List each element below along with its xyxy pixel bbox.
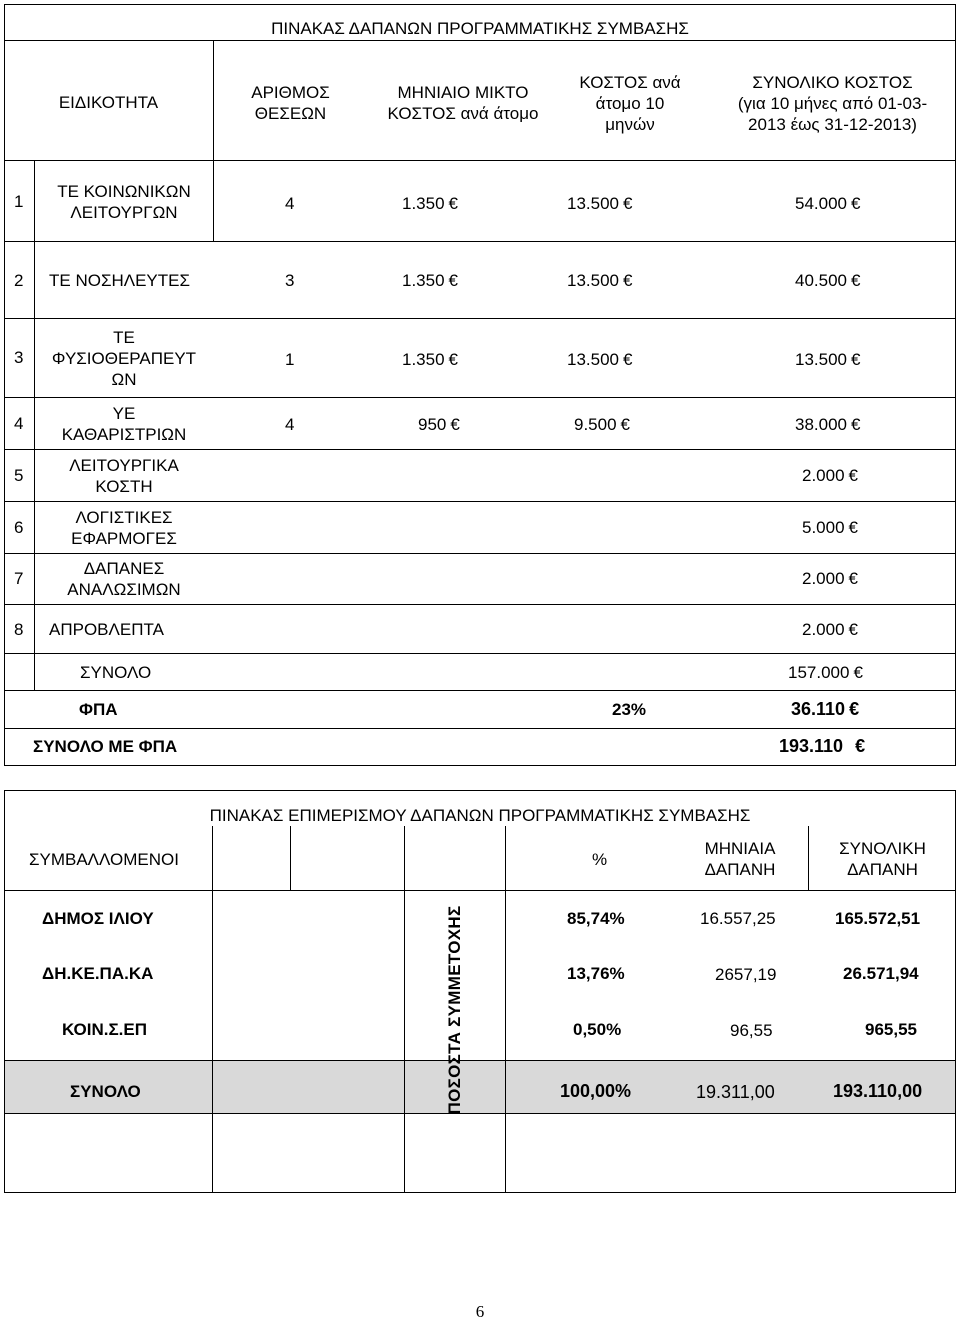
row-specialty: ΔΑΠΑΝΕΣ ΑΝΑΛΩΣΙΜΩΝ [67, 559, 181, 599]
row-cost10: 9.500 € [574, 415, 631, 434]
row-total: 13.500 € [795, 350, 861, 369]
row-total: 5.000 € [802, 518, 859, 537]
party-monthly: 2657,19 [715, 965, 777, 984]
party-monthly: 96,55 [730, 1021, 773, 1040]
party-name: ΔΗ.ΚΕ.ΠΑ.ΚΑ [42, 964, 154, 983]
row-positions: 4 [285, 194, 295, 213]
row-monthly: 1.350 € [402, 350, 459, 369]
party-percent: 85,74% [567, 909, 625, 928]
row-specialty: ΛΟΓΙΣΤΙΚΕΣ ΕΦΑΡΜΟΓΕΣ [71, 508, 177, 548]
header-total-expense: ΣΥΝΟΛΙΚΗ ΔΑΠΑΝΗ [839, 839, 926, 879]
row-specialty: ΤΕ ΚΟΙΝΩΝΙΚΩΝ ΛΕΙΤΟΥΡΓΩΝ [57, 182, 191, 222]
vat-value: 36.110 € [791, 699, 860, 719]
vat-rate: 23% [612, 700, 647, 719]
row-monthly: 1.350 € [402, 194, 459, 213]
row-number: 3 [14, 348, 24, 367]
row-cost10: 13.500 € [567, 271, 633, 290]
grand-total-value: 193.110 € [779, 736, 866, 756]
row-number: 1 [14, 192, 24, 211]
party-percent: 0,50% [573, 1020, 622, 1039]
header-percent: % [592, 850, 608, 869]
row-specialty: ΛΕΙΤΟΥΡΓΙΚΑ ΚΟΣΤΗ [69, 456, 179, 496]
header-total-cost: ΣΥΝΟΛΙΚΟ ΚΟΣΤΟΣ (για 10 μήνες από 01-03- 2013 έως 31-12-2013) [737, 73, 928, 134]
row-specialty: ΤΕ ΝΟΣΗΛΕΥΤΕΣ [49, 271, 190, 290]
party-total: 965,55 [865, 1020, 917, 1039]
row-number: 5 [14, 466, 24, 485]
party-name: ΔΗΜΟΣ ΙΛΙΟΥ [42, 909, 154, 928]
header-cost-10-months: ΚΟΣΤΟΣ ανά άτομο 10 μηνών [579, 73, 681, 134]
header-monthly-cost: ΜΗΝΙΑΙΟ ΜΙΚΤΟ ΚΟΣΤΟΣ ανά άτομο [387, 83, 539, 123]
grand-total-label: ΣΥΝΟΛΟ ΜΕ ΦΠΑ [33, 737, 178, 756]
table1-title: ΠΙΝΑΚΑΣ ΔΑΠΑΝΩΝ ΠΡΟΓΡΑΜΜΑΤΙΚΗΣ ΣΥΜΒΑΣΗΣ [271, 19, 689, 38]
sum-label: ΣΥΝΟΛΟ [80, 663, 152, 682]
row-positions: 4 [285, 415, 295, 434]
party-total: 26.571,94 [843, 964, 919, 983]
header-parties: ΣΥΜΒΑΛΛΟΜΕΝΟΙ [29, 850, 179, 869]
table2-title: ΠΙΝΑΚΑΣ ΕΠΙΜΕΡΙΣΜΟΥ ΔΑΠΑΝΩΝ ΠΡΟΓΡΑΜΜΑΤΙΚΗΣ ΣΥΜΒΑΣΗΣ [209, 806, 751, 825]
row-positions: 3 [285, 271, 295, 290]
row-total: 2.000 € [802, 466, 859, 485]
party-total: 193.110,00 [833, 1081, 923, 1101]
party-percent: 100,00% [560, 1081, 632, 1101]
page-number: 6 [475, 1302, 485, 1321]
row-total: 38.000 € [795, 415, 861, 434]
row-monthly: 1.350 € [402, 271, 459, 290]
sum-value: 157.000 € [788, 663, 863, 682]
party-percent: 13,76% [567, 964, 625, 983]
party-monthly: 19.311,00 [696, 1082, 775, 1102]
row-number: 2 [14, 271, 24, 290]
header-monthly-expense: ΜΗΝΙΑΙΑ ΔΑΠΑΝΗ [704, 839, 776, 879]
party-total: 165.572,51 [835, 909, 921, 928]
row-cost10: 13.500 € [567, 194, 633, 213]
row-specialty: ΑΠΡΟΒΛΕΠΤΑ [49, 620, 164, 639]
row-number: 8 [14, 620, 24, 639]
row-number: 6 [14, 518, 24, 537]
row-monthly: 950 € [418, 415, 460, 434]
row-total: 40.500 € [795, 271, 861, 290]
row-number: 4 [14, 414, 24, 433]
party-monthly: 16.557,25 [700, 909, 776, 928]
row-positions: 1 [285, 350, 295, 369]
row-total: 2.000 € [802, 620, 859, 639]
header-specialty: ΕΙΔΙΚΟΤΗΤΑ [58, 93, 159, 112]
row-total: 2.000 € [802, 569, 859, 588]
row-specialty: ΥΕ ΚΑΘΑΡΙΣΤΡΙΩΝ [61, 404, 187, 444]
header-positions: ΑΡΙΘΜΟΣ ΘΕΣΕΩΝ [251, 83, 330, 123]
vat-label: ΦΠΑ [79, 700, 118, 719]
row-cost10: 13.500 € [567, 350, 633, 369]
row-specialty: ΤΕ ΦΥΣΙΟΘΕΡΑΠΕΥΤ ΩΝ [51, 328, 197, 389]
vertical-participation-label: ΠΟΣΟΣΤΑ ΣΥΜΜΕΤΟΧΗΣ [445, 905, 464, 1115]
party-name: ΣΥΝΟΛΟ [70, 1082, 141, 1101]
row-total: 54.000 € [795, 194, 861, 213]
row-number: 7 [14, 569, 24, 588]
party-name: ΚΟΙΝ.Σ.ΕΠ [62, 1020, 147, 1039]
